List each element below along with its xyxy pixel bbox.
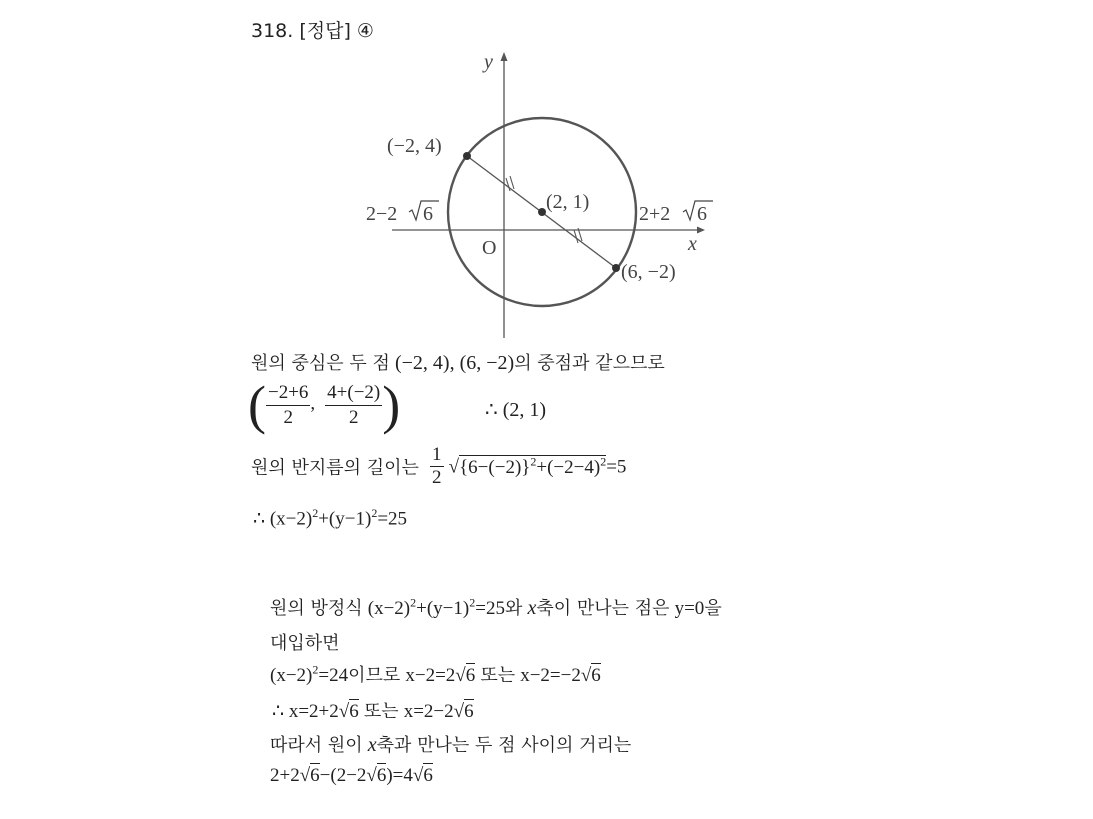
left-intercept-label: 2−2 bbox=[366, 203, 398, 225]
line1-tail: 의 중점과 같으므로 bbox=[514, 353, 665, 374]
midpoint-expression: ( $\frac{-2+6}{2}$ , $\frac{4+(-2)}{2}$ ) bbox=[248, 375, 401, 435]
line1-text: 원의 중심은 두 점 bbox=[251, 353, 390, 374]
center-dot bbox=[538, 208, 546, 216]
followup-line-1: 원의 방정식 $(x-2)^2+(y-1)^2=25$와 x축이 만나는 점은 y=0을 bbox=[270, 595, 722, 619]
left-paren: ( bbox=[248, 375, 266, 435]
radius-half: $\frac{1}{2}$ bbox=[432, 444, 442, 488]
problem-header: 318. [정답] ④ bbox=[251, 20, 374, 42]
midpoint-frac-y: $\frac{4+(-2)}{2}$ bbox=[327, 381, 381, 428]
x-axis-label: x bbox=[688, 233, 697, 255]
point-a-label: (−2, 4) bbox=[387, 135, 442, 157]
radius-sqrt: $√\{6-(-2)\}^2+(-2-4)^2=5$ bbox=[448, 454, 627, 478]
followup-line-3: $(x-2)^2=24$이므로 x−2=2√6 또는 x−2=−2√6 bbox=[270, 662, 601, 686]
circle-diagram bbox=[360, 48, 720, 343]
right-intercept-radicand: 6 bbox=[697, 203, 707, 225]
right-intercept-label: 2+2 bbox=[639, 203, 671, 225]
followup-line-2: 대입하면 bbox=[270, 633, 340, 654]
midpoint-frac-x: $\frac{-2+6}{2}$ bbox=[267, 381, 309, 428]
right-paren: ) bbox=[382, 375, 401, 435]
center-label: (2, 1) bbox=[546, 191, 590, 213]
followup-line-4: ∴ x=2+2√6 또는 x=2−2√6 bbox=[272, 701, 474, 722]
point-a-dot bbox=[463, 152, 471, 160]
y-axis-label: y bbox=[484, 51, 493, 73]
followup-line-6: 2+2√6−(2−2√6)=4√6 bbox=[270, 765, 433, 786]
radius-line bbox=[251, 444, 626, 489]
solution-line-1 bbox=[251, 349, 665, 375]
circle-equation: ∴ $(x-2)^2+(y-1)^2=25$ bbox=[253, 506, 408, 530]
left-intercept-radicand: 6 bbox=[423, 203, 433, 225]
followup-line-5: 따라서 원이 x축과 만나는 두 점 사이의 거리는 bbox=[270, 734, 632, 756]
point-b-label: (6, −2) bbox=[621, 261, 676, 283]
point-b-dot bbox=[612, 264, 620, 272]
x-axis-arrow bbox=[697, 227, 705, 234]
line1-points: (−2, 4), (6, −2) bbox=[394, 352, 515, 374]
y-axis-arrow bbox=[501, 52, 508, 61]
therefore-center: ∴ (2, 1) bbox=[485, 399, 547, 421]
origin-label: O bbox=[482, 237, 497, 259]
radius-text: 원의 반지름의 길이는 bbox=[251, 457, 419, 479]
